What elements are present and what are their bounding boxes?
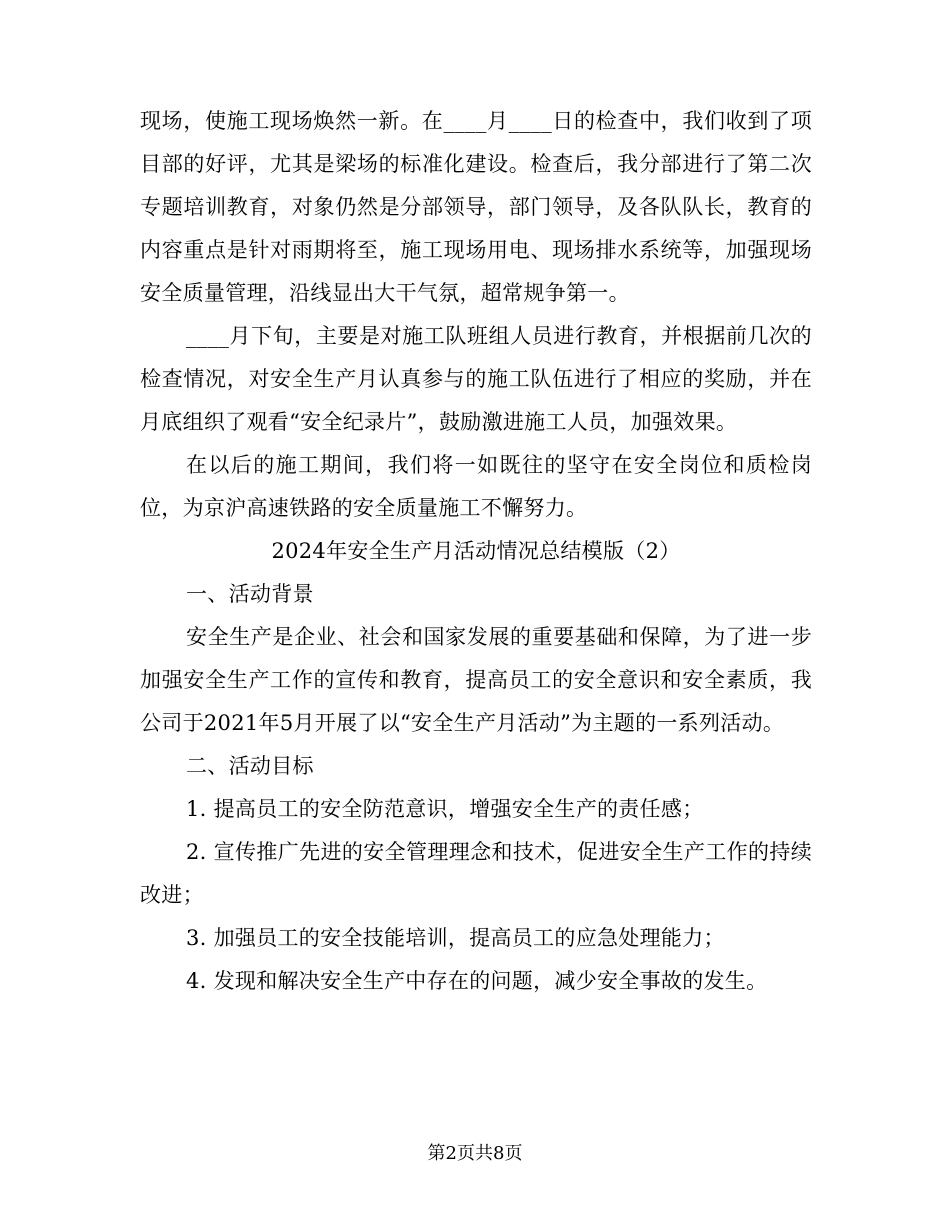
goal-item-3: 3. 加强员工的安全技能培训，提高员工的应急处理能力；	[186, 926, 725, 950]
goal-item-2: 2. 宣传推广先进的安全管理理念和技术，促进安全生产工作的持续改进；	[140, 840, 812, 907]
page-number-footer: 第2页共8页	[427, 1143, 523, 1164]
section-title: 2024年安全生产月活动情况总结模版（2）	[271, 539, 681, 563]
background-paragraph: 安全生产是企业、社会和国家发展的重要基础和保障，为了进一步加强安全生产工作的宣传和教育，提高员工的安全意识和安全素质，我公司于2021年5月开展了以“安全生产月活动”为主题的一系列活动。	[140, 625, 812, 735]
goal-item-4: 4. 发现和解决安全生产中存在的问题，减少安全事故的发生。	[186, 969, 768, 993]
goal-item-1: 1. 提高员工的安全防范意识，增强安全生产的责任感；	[186, 797, 704, 821]
document-body	[140, 100, 812, 1003]
background-heading: 一、活动背景	[186, 582, 314, 606]
paragraph-future: 在以后的施工期间，我们将一如既往的坚守在安全岗位和质检岗位，为京沪高速铁路的安全质量施工不懈努力。	[140, 453, 812, 520]
paragraph-late-month: ____月下旬，主要是对施工队班组人员进行教育，并根据前几次的检查情况，对安全生产月认真参与的施工队伍进行了相应的奖励，并在月底组织了观看“安全纪录片”，鼓励激进施工人员，加强效果。	[140, 324, 812, 434]
goals-heading: 二、活动目标	[186, 754, 314, 778]
paragraph-inspection: 现场，使施工现场焕然一新。在____月____日的检查中，我们收到了项目部的好评，尤其是梁场的标准化建设。检查后，我分部进行了第二次专题培训教育，对象仍然是分部领导，部门领导，及各队队长，教育的内容重点是针对雨期将至，施工现场用电、现场排水系统等，加强现场安全质量管理，沿线显出大干气氛，超常规争第一。	[140, 109, 812, 305]
